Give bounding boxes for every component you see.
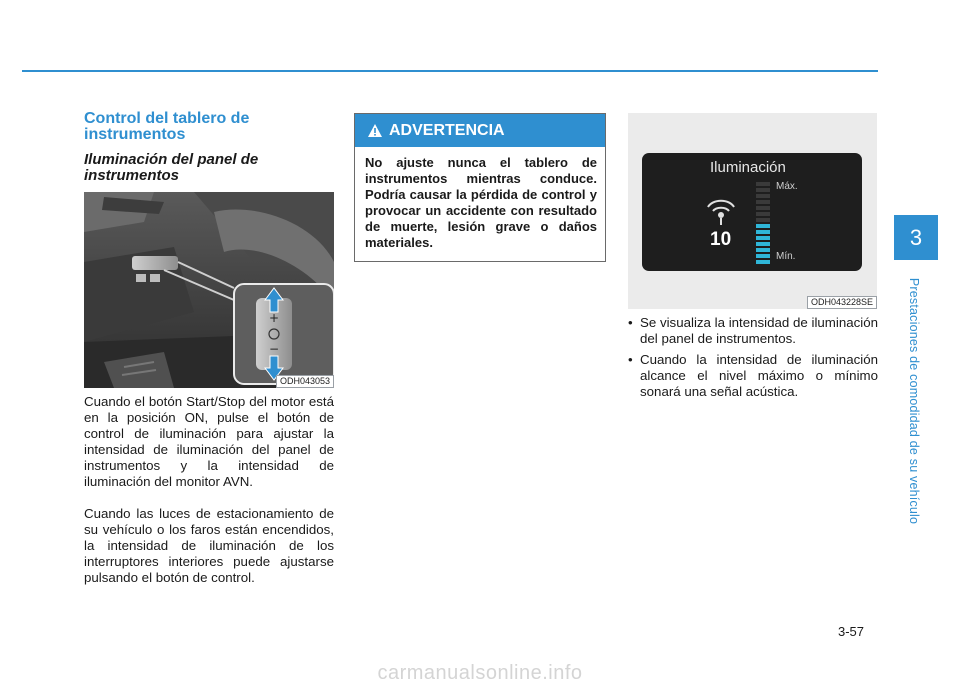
warning-triangle-icon [367, 123, 383, 138]
bullet-dot: • [628, 352, 633, 367]
warning-text: No ajuste nunca el tablero de instrumentos mientras conduce. Podría causar la pérdida de control y provocar un accidente con resultado de muerte, lesión grave o daños materiales. [365, 155, 597, 250]
bullet-item [628, 315, 878, 347]
chapter-side-title [904, 268, 924, 534]
warning-header [355, 114, 605, 147]
gauge-segment [756, 248, 770, 252]
top-rule [22, 70, 878, 72]
subsection-title: Iluminación del panel de instrumentos [84, 151, 259, 184]
svg-text:−: − [268, 342, 280, 356]
gauge-segment [756, 182, 770, 186]
chapter-tab [894, 215, 938, 260]
screen-title: Iluminación [710, 159, 786, 176]
page-number: 3-57 [838, 624, 865, 639]
instrument-cluster-figure [628, 113, 877, 309]
section-title: Control del tablero de instrumentos [84, 110, 250, 143]
illumination-gauge [756, 181, 770, 265]
chapter-number: 3 [909, 224, 923, 250]
gauge-segment [756, 224, 770, 228]
gauge-segment [756, 206, 770, 210]
watermark: carmanualsonline.info [377, 662, 583, 684]
gauge-segment [756, 218, 770, 222]
gauge-segment [756, 260, 770, 264]
cluster-screen [642, 153, 862, 271]
bullet-item [628, 352, 878, 400]
bullet-text: Se visualiza la intensidad de iluminación del panel de instrumentos. [640, 315, 879, 346]
figure-label-left: ODH043053 [276, 375, 334, 388]
svg-text:+: + [268, 311, 280, 325]
illumination-value: 10 [710, 229, 732, 250]
illumination-icon [704, 197, 738, 227]
gauge-segment [756, 194, 770, 198]
gauge-min-label: Mín. [776, 251, 796, 262]
chapter-title: Prestaciones de comodidad de su vehículo [907, 277, 921, 525]
gauge-segment [756, 212, 770, 216]
gauge-segment [756, 200, 770, 204]
figure-label-right: ODH043228SE [807, 296, 877, 309]
body-paragraph-2: Cuando las luces de estacionamiento de su vehículo o los faros están encendidos, la intensidad de iluminación de los interruptores interiores puede ajustarse pulsando el botón de control. [84, 506, 334, 585]
gauge-segment [756, 230, 770, 234]
gauge-segment [756, 254, 770, 258]
gauge-max-label: Máx. [776, 181, 798, 192]
gauge-segment [756, 236, 770, 240]
steering-column-photo [84, 192, 334, 388]
bullet-list [628, 315, 878, 405]
body-paragraph-1: Cuando el botón Start/Stop del motor está en la posición ON, pulse el botón de control de iluminación para ajustar la intensidad de iluminación del panel de instrumentos y la intensidad de iluminación del monitor AVN. [84, 394, 334, 489]
gauge-segment [756, 188, 770, 192]
bullet-text: Cuando la intensidad de iluminación alcance el nivel máximo o mínimo sonará una señal acústica. [640, 352, 878, 399]
bullet-dot: • [628, 315, 633, 330]
warning-box [354, 113, 606, 262]
warning-title: ADVERTENCIA [389, 121, 505, 139]
gauge-segment [756, 242, 770, 246]
